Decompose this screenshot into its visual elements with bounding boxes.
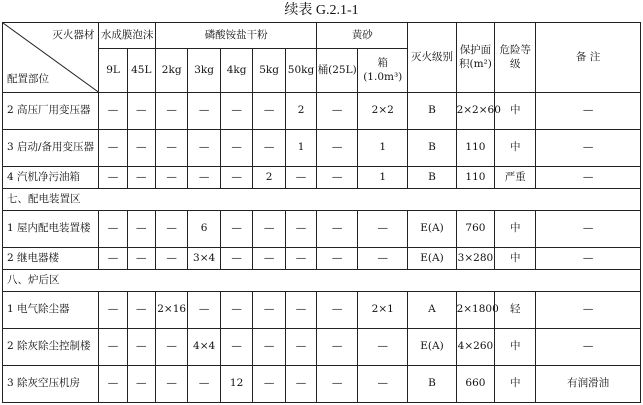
table-cell: 有润滑油 — [536, 366, 641, 403]
corner-bottom-label: 配置部位 — [7, 72, 49, 85]
table-cell: — — [155, 211, 187, 248]
table-cell: — — [317, 248, 358, 270]
table-row — [3, 167, 641, 189]
table-cell: — — [188, 93, 220, 130]
table-cell: — — [536, 211, 641, 248]
table-cell: — — [188, 366, 220, 403]
table-cell: 1 — [358, 167, 408, 189]
table-cell: 中 — [495, 211, 536, 248]
table-cell: — — [253, 292, 285, 329]
table-cell: — — [285, 366, 316, 403]
table-cell: — — [285, 211, 316, 248]
table-cell: B — [408, 130, 456, 167]
table-row — [3, 93, 641, 130]
table-cell: 3×4 — [188, 248, 220, 270]
table-cell: — — [220, 248, 252, 270]
table-row — [3, 292, 641, 329]
group-foam: 水成膜泡沫 — [99, 23, 156, 49]
table-cell: — — [127, 211, 155, 248]
table-cell: E(A) — [408, 248, 456, 270]
table-cell: — — [536, 130, 641, 167]
table-cell: — — [358, 329, 408, 366]
table-cell: 中 — [495, 130, 536, 167]
table-cell: — — [317, 211, 358, 248]
table-row — [3, 211, 641, 248]
table-cell: — — [536, 93, 641, 130]
table-cell: — — [99, 366, 127, 403]
table-cell: E(A) — [408, 211, 456, 248]
table-row — [3, 248, 641, 270]
row-location: 3 启动/备用变压器 — [3, 130, 99, 167]
section-label: 七、配电装置区 — [3, 189, 641, 211]
table-cell: — — [127, 329, 155, 366]
group-notes: 备 注 — [536, 23, 641, 93]
table-cell: — — [358, 366, 408, 403]
sub-powder-2kg: 2kg — [155, 49, 187, 93]
table-cell: — — [99, 211, 127, 248]
table-cell: 2×1800 — [456, 292, 495, 329]
row-location: 2 除灰除尘控制楼 — [3, 329, 99, 366]
sub-sand-box: 箱(1.0m³) — [358, 49, 408, 93]
table-cell: — — [127, 248, 155, 270]
table-cell: 110 — [456, 167, 495, 189]
table-cell: — — [220, 93, 252, 130]
table-cell: — — [99, 329, 127, 366]
sub-sand-bucket: 桶(25L) — [317, 49, 358, 93]
table-row — [3, 366, 641, 403]
sub-foam-9l: 9L — [99, 49, 127, 93]
table-cell: — — [317, 93, 358, 130]
row-location: 3 除灰空压机房 — [3, 366, 99, 403]
table-cell: B — [408, 167, 456, 189]
table-cell: 2 — [285, 93, 316, 130]
table-cell: — — [358, 248, 408, 270]
table-cell: — — [285, 292, 316, 329]
table-cell: — — [253, 211, 285, 248]
table-cell: — — [285, 167, 316, 189]
table-cell: — — [220, 167, 252, 189]
group-risk: 危险等级 — [495, 23, 536, 93]
table-cell: B — [408, 93, 456, 130]
table-cell: — — [536, 292, 641, 329]
table-cell: 2×1 — [358, 292, 408, 329]
table-cell: — — [253, 93, 285, 130]
table-cell: — — [253, 366, 285, 403]
table-cell: — — [127, 366, 155, 403]
table-cell: — — [253, 248, 285, 270]
row-location: 2 继电器楼 — [3, 248, 99, 270]
fire-equipment-table — [2, 22, 641, 403]
table-cell: — — [536, 248, 641, 270]
table-cell: — — [99, 93, 127, 130]
table-cell: — — [253, 130, 285, 167]
table-cell: 严重 — [495, 167, 536, 189]
table-cell: 12 — [220, 366, 252, 403]
table-cell: — — [536, 167, 641, 189]
table-cell: — — [253, 329, 285, 366]
table-cell: — — [127, 93, 155, 130]
table-row — [3, 329, 641, 366]
row-location: 4 汽机净污油箱 — [3, 167, 99, 189]
table-cell: — — [99, 167, 127, 189]
table-cell: 4×4 — [188, 329, 220, 366]
table-cell: — — [317, 366, 358, 403]
table-cell: — — [155, 248, 187, 270]
table-cell: 2×2 — [358, 93, 408, 130]
row-location: 1 屋内配电装置楼 — [3, 211, 99, 248]
table-cell: 中 — [495, 248, 536, 270]
sub-powder-5kg: 5kg — [253, 49, 285, 93]
table-cell: — — [220, 130, 252, 167]
table-cell: 660 — [456, 366, 495, 403]
group-fire-class: 灭火级别 — [408, 23, 456, 93]
table-cell: 1 — [358, 130, 408, 167]
table-cell: E(A) — [408, 329, 456, 366]
table-cell: 2×16 — [155, 292, 187, 329]
table-cell: — — [188, 130, 220, 167]
table-cell: 110 — [456, 130, 495, 167]
table-cell: — — [220, 329, 252, 366]
table-title: 续表 G.2.1-1 — [284, 3, 359, 18]
table-cell: — — [285, 329, 316, 366]
table-cell: — — [155, 329, 187, 366]
section-row — [3, 270, 641, 292]
table-cell: 3×280 — [456, 248, 495, 270]
corner-top-label: 灭火器材 — [52, 29, 95, 41]
table-cell: — — [285, 248, 316, 270]
table-cell: 6 — [188, 211, 220, 248]
table-cell: — — [358, 211, 408, 248]
table-cell: — — [155, 130, 187, 167]
row-location: 1 电气除尘器 — [3, 292, 99, 329]
table-cell: — — [99, 248, 127, 270]
table-cell: 2×2×60 — [456, 93, 495, 130]
table-cell: — — [317, 167, 358, 189]
section-row — [3, 189, 641, 211]
table-cell: — — [127, 292, 155, 329]
table-cell: — — [317, 292, 358, 329]
table-cell: 760 — [456, 211, 495, 248]
sub-powder-50kg: 50kg — [285, 49, 316, 93]
table-cell: — — [317, 329, 358, 366]
table-cell: 中 — [495, 329, 536, 366]
table-cell: 2 — [253, 167, 285, 189]
table-cell: — — [317, 130, 358, 167]
table-body — [3, 93, 641, 403]
sub-powder-4kg: 4kg — [220, 49, 252, 93]
table-cell: — — [220, 292, 252, 329]
table-cell: 中 — [495, 366, 536, 403]
table-cell: — — [188, 167, 220, 189]
table-cell: A — [408, 292, 456, 329]
table-cell: 1 — [285, 130, 316, 167]
group-sand: 黄砂 — [317, 23, 408, 49]
table-cell: — — [127, 167, 155, 189]
table-row — [3, 130, 641, 167]
table-cell: — — [188, 292, 220, 329]
section-label: 八、炉后区 — [3, 270, 641, 292]
table-cell: — — [127, 130, 155, 167]
table-cell: — — [99, 292, 127, 329]
sub-powder-3kg: 3kg — [188, 49, 220, 93]
group-powder: 磷酸铵盐干粉 — [155, 23, 316, 49]
table-cell: 中 — [495, 93, 536, 130]
table-cell: — — [155, 366, 187, 403]
table-cell: — — [220, 211, 252, 248]
table-cell: — — [536, 329, 641, 366]
group-area: 保护面积(m²) — [456, 23, 495, 93]
table-cell: — — [99, 130, 127, 167]
corner-cell — [3, 23, 99, 93]
sub-foam-45l: 45L — [127, 49, 155, 93]
table-cell: 4×260 — [456, 329, 495, 366]
table-cell: — — [155, 93, 187, 130]
table-cell: 轻 — [495, 292, 536, 329]
table-cell: B — [408, 366, 456, 403]
row-location: 2 高压厂用变压器 — [3, 93, 99, 130]
table-cell: — — [155, 167, 187, 189]
